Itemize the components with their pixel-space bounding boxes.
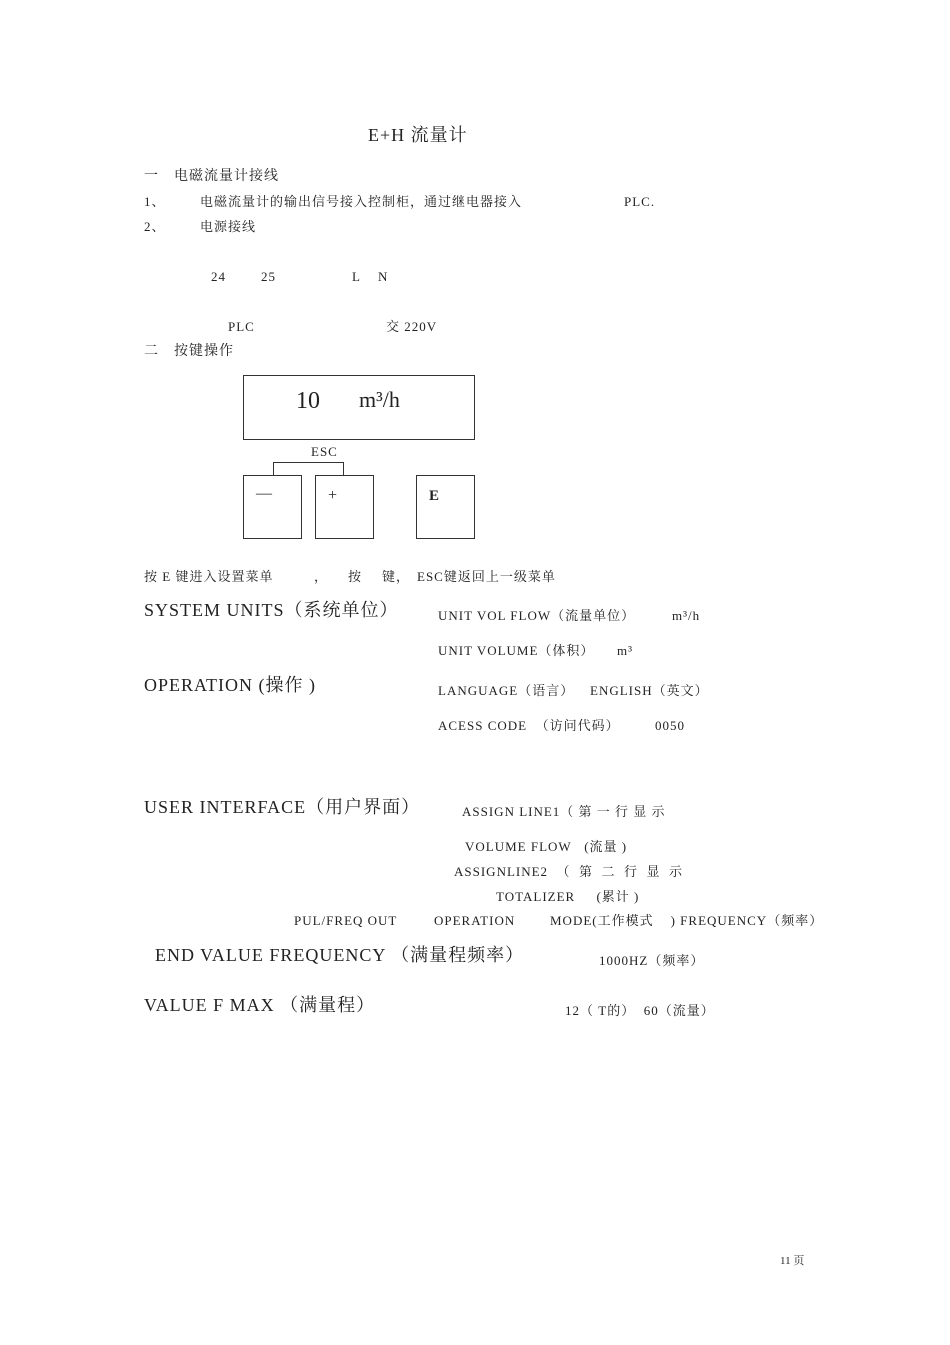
menu-language: LANGUAGE（语言） [438, 683, 575, 698]
menu-system-units: SYSTEM UNITS（系统单位） [144, 600, 399, 620]
menu-totalizer: TOTALIZER (累计 ) [496, 889, 640, 904]
menu-value-f-max: VALUE F MAX （满量程） [144, 995, 376, 1015]
minus-key-label: — [256, 485, 272, 502]
instruction-enter: 按 E 键进入设置菜单 [144, 569, 274, 584]
wiring-plc-text: PLC. [624, 194, 656, 209]
menu-end-value-frequency: END VALUE FREQUENCY （满量程频率） [155, 945, 525, 965]
list-number-1: 1、 [144, 194, 166, 209]
esc-bracket-top [273, 462, 344, 463]
plc-label: PLC [228, 319, 255, 334]
instruction-comma: ， [314, 569, 329, 584]
esc-bracket-left [273, 462, 274, 475]
esc-bracket-right [343, 462, 344, 475]
enter-key[interactable] [416, 475, 475, 539]
instruction-press: 按 [348, 569, 363, 584]
menu-pul-freq-out: PUL/FREQ OUT [294, 913, 398, 928]
menu-access-code: ACESS CODE （访问代码） [438, 718, 620, 733]
instruction-esc: ESC键返回上一级菜单 [417, 569, 556, 584]
enter-key-label: E [429, 488, 440, 504]
instruction-key: 键， [382, 569, 411, 584]
power-label: 交 220V [386, 319, 438, 334]
menu-mode-frequency: MODE(工作模式 ) FREQUENCY（频率） [550, 913, 824, 928]
menu-volume-flow: VOLUME FLOW (流量 ) [465, 839, 628, 854]
document-title: E+H 流量计 [368, 125, 468, 145]
esc-label: ESC [311, 444, 338, 459]
page-number: 11 页 [780, 1255, 805, 1267]
terminal-24: 24 [211, 269, 226, 284]
power-wiring-text: 电源接线 [200, 219, 257, 234]
wiring-output-text: 电磁流量计的输出信号接入控制柜，通过继电器接入 [200, 194, 523, 209]
menu-unit-vol-flow: UNIT VOL FLOW（流量单位） [438, 608, 636, 623]
list-number-2: 2、 [144, 219, 166, 234]
menu-operation-mode: OPERATION [434, 913, 516, 928]
menu-unit-volume-value: m³ [617, 643, 634, 658]
display-value: 10 [296, 388, 320, 414]
menu-assign-line1: ASSIGN LINE1（ 第 一 行 显 示 [462, 804, 666, 819]
menu-end-value-frequency-value: 1000HZ（频率） [599, 953, 705, 968]
terminal-25: 25 [261, 269, 276, 284]
section-heading-wiring: 一 电磁流量计接线 [144, 169, 279, 184]
display-screen [243, 375, 475, 440]
menu-user-interface: USER INTERFACE（用户界面） [144, 797, 421, 817]
minus-key[interactable] [243, 475, 302, 539]
plus-key[interactable] [315, 475, 374, 539]
menu-language-value: ENGLISH（英文） [590, 683, 709, 698]
plus-key-label: + [328, 487, 338, 504]
menu-operation: OPERATION (操作 ) [144, 675, 316, 695]
display-unit: m³/h [359, 387, 400, 412]
terminal-l: L [352, 269, 361, 284]
terminal-n: N [378, 269, 389, 284]
menu-unit-volume: UNIT VOLUME（体积） [438, 643, 595, 658]
menu-assign-line2: ASSIGNLINE2 （ 第 二 行 显 示 [454, 864, 684, 879]
menu-access-code-value: 0050 [655, 718, 685, 733]
section-heading-keys: 二 按键操作 [144, 344, 234, 359]
menu-unit-vol-flow-value: m³/h [672, 608, 701, 623]
menu-value-f-max-value: 12（ T的） 60（流量） [565, 1003, 715, 1018]
